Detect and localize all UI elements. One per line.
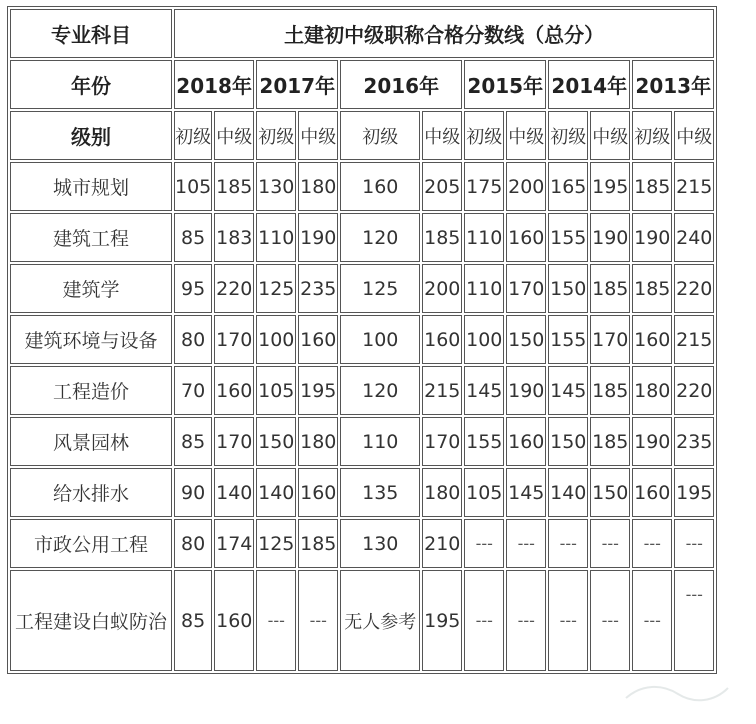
- score-cell: 110: [464, 213, 504, 262]
- score-cell: 160: [506, 417, 546, 466]
- level-cell: 初级: [632, 111, 672, 160]
- table-row: [10, 162, 714, 211]
- table-row: [10, 570, 714, 671]
- score-cell: ---: [674, 519, 714, 568]
- score-cell: ---: [674, 570, 714, 671]
- score-cell: 170: [590, 315, 630, 364]
- year-header: 年份: [10, 60, 172, 109]
- score-cell: 185: [632, 264, 672, 313]
- score-cell: 183: [214, 213, 254, 262]
- score-cell: 85: [174, 213, 212, 262]
- table-row: [10, 519, 714, 568]
- level-cell: 中级: [674, 111, 714, 160]
- subject-name: 风景园林: [10, 417, 172, 466]
- score-cell: 185: [590, 366, 630, 415]
- score-cell: 155: [548, 213, 588, 262]
- score-cell: ---: [590, 570, 630, 671]
- score-cell: ---: [548, 519, 588, 568]
- score-cell: 215: [674, 162, 714, 211]
- score-cell: ---: [506, 519, 546, 568]
- score-cell: 140: [256, 468, 296, 517]
- score-cell: 90: [174, 468, 212, 517]
- score-cell: 190: [632, 417, 672, 466]
- score-cell: 200: [422, 264, 462, 313]
- score-cell: 185: [590, 264, 630, 313]
- score-cell: 190: [590, 213, 630, 262]
- score-cell: 195: [674, 468, 714, 517]
- score-cell: 170: [422, 417, 462, 466]
- score-cell: 150: [256, 417, 296, 466]
- score-cell: 235: [298, 264, 338, 313]
- score-cell: 85: [174, 417, 212, 466]
- score-cell: 190: [632, 213, 672, 262]
- score-cell: 200: [506, 162, 546, 211]
- score-cell: 100: [340, 315, 420, 364]
- score-cell: 185: [298, 519, 338, 568]
- score-cell: 195: [590, 162, 630, 211]
- table-row: [10, 417, 714, 466]
- subject-name: 建筑环境与设备: [10, 315, 172, 364]
- year-2015: 2015年: [464, 60, 546, 109]
- score-cell: 240: [674, 213, 714, 262]
- score-cell: 80: [174, 315, 212, 364]
- subject-name: 建筑学: [10, 264, 172, 313]
- score-cell: 160: [340, 162, 420, 211]
- score-cell: 160: [298, 468, 338, 517]
- score-cell: 105: [174, 162, 212, 211]
- table-row: [10, 366, 714, 415]
- score-cell: ---: [464, 570, 504, 671]
- subject-name: 城市规划: [10, 162, 172, 211]
- level-header: 级别: [10, 111, 172, 160]
- score-cell: 150: [506, 315, 546, 364]
- score-cell: ---: [506, 570, 546, 671]
- score-cell: 155: [548, 315, 588, 364]
- score-cell: 125: [256, 264, 296, 313]
- score-cell: 85: [174, 570, 212, 671]
- score-cell: ---: [632, 519, 672, 568]
- score-cell: 185: [214, 162, 254, 211]
- subject-name: 工程造价: [10, 366, 172, 415]
- score-cell: 130: [256, 162, 296, 211]
- score-cell: ---: [256, 570, 296, 671]
- score-cell: 145: [548, 366, 588, 415]
- score-cell: 105: [256, 366, 296, 415]
- score-cell: 125: [340, 264, 420, 313]
- score-cell: 120: [340, 213, 420, 262]
- score-cell: 105: [464, 468, 504, 517]
- watermark-logo: [622, 680, 732, 704]
- score-cell: 220: [214, 264, 254, 313]
- score-cell: 185: [590, 417, 630, 466]
- score-cell: ---: [632, 570, 672, 671]
- score-cell: 180: [422, 468, 462, 517]
- score-cell: 170: [214, 417, 254, 466]
- table-row: [10, 264, 714, 313]
- year-2018: 2018年: [174, 60, 254, 109]
- score-cell: 130: [340, 519, 420, 568]
- score-cell: 170: [214, 315, 254, 364]
- score-cell: 无人参考: [340, 570, 420, 671]
- level-row: [10, 111, 714, 160]
- score-cell: 160: [298, 315, 338, 364]
- score-cell: ---: [298, 570, 338, 671]
- score-cell: 190: [506, 366, 546, 415]
- year-2014: 2014年: [548, 60, 630, 109]
- score-cell: 180: [298, 162, 338, 211]
- level-cell: 初级: [548, 111, 588, 160]
- score-cell: 160: [632, 468, 672, 517]
- subject-name: 建筑工程: [10, 213, 172, 262]
- subject-name: 工程建设白蚁防治: [10, 570, 172, 671]
- score-cell: 135: [340, 468, 420, 517]
- score-cell: 195: [298, 366, 338, 415]
- score-cell: 165: [548, 162, 588, 211]
- score-cell: 110: [256, 213, 296, 262]
- level-cell: 中级: [298, 111, 338, 160]
- score-cell: 174: [214, 519, 254, 568]
- score-cell: 95: [174, 264, 212, 313]
- subject-name: 给水排水: [10, 468, 172, 517]
- score-cell: 220: [674, 366, 714, 415]
- level-cell: 初级: [174, 111, 212, 160]
- score-cell: ---: [548, 570, 588, 671]
- level-cell: 初级: [464, 111, 504, 160]
- score-cell: 170: [506, 264, 546, 313]
- table-row: [10, 315, 714, 364]
- score-cell: 150: [548, 264, 588, 313]
- score-cell: 235: [674, 417, 714, 466]
- score-cell: 155: [464, 417, 504, 466]
- score-cell: 195: [422, 570, 462, 671]
- score-cell: 125: [256, 519, 296, 568]
- score-cell: 180: [298, 417, 338, 466]
- score-cell: 160: [214, 366, 254, 415]
- level-cell: 中级: [590, 111, 630, 160]
- score-cell: ---: [464, 519, 504, 568]
- score-cell: 160: [632, 315, 672, 364]
- score-cell: 110: [340, 417, 420, 466]
- score-cell: 140: [214, 468, 254, 517]
- year-2016: 2016年: [340, 60, 462, 109]
- score-cell: 160: [506, 213, 546, 262]
- score-cell: 100: [256, 315, 296, 364]
- score-cell: 145: [506, 468, 546, 517]
- subject-header: 专业科目: [10, 9, 172, 58]
- passing-score-table: [7, 6, 717, 674]
- score-cell: 175: [464, 162, 504, 211]
- year-2017: 2017年: [256, 60, 338, 109]
- score-cell: 120: [340, 366, 420, 415]
- score-cell: 70: [174, 366, 212, 415]
- score-cell: 210: [422, 519, 462, 568]
- subject-name: 市政公用工程: [10, 519, 172, 568]
- score-cell: 185: [632, 162, 672, 211]
- score-cell: 220: [674, 264, 714, 313]
- level-cell: 中级: [422, 111, 462, 160]
- score-cell: 145: [464, 366, 504, 415]
- level-cell: 中级: [506, 111, 546, 160]
- score-cell: ---: [590, 519, 630, 568]
- table-row: [10, 213, 714, 262]
- title-row: [10, 9, 714, 58]
- table-row: [10, 468, 714, 517]
- score-cell: 180: [632, 366, 672, 415]
- score-cell: 110: [464, 264, 504, 313]
- score-cell: 80: [174, 519, 212, 568]
- year-row: [10, 60, 714, 109]
- score-cell: 215: [674, 315, 714, 364]
- year-2013: 2013年: [632, 60, 714, 109]
- score-cell: 150: [590, 468, 630, 517]
- score-cell: 190: [298, 213, 338, 262]
- score-cell: 185: [422, 213, 462, 262]
- score-cell: 140: [548, 468, 588, 517]
- score-cell: 100: [464, 315, 504, 364]
- level-cell: 初级: [340, 111, 420, 160]
- level-cell: 初级: [256, 111, 296, 160]
- score-cell: 215: [422, 366, 462, 415]
- score-cell: 205: [422, 162, 462, 211]
- table-title: 土建初中级职称合格分数线（总分）: [174, 9, 714, 58]
- score-cell: 160: [422, 315, 462, 364]
- level-cell: 中级: [214, 111, 254, 160]
- score-cell: 150: [548, 417, 588, 466]
- score-cell: 160: [214, 570, 254, 671]
